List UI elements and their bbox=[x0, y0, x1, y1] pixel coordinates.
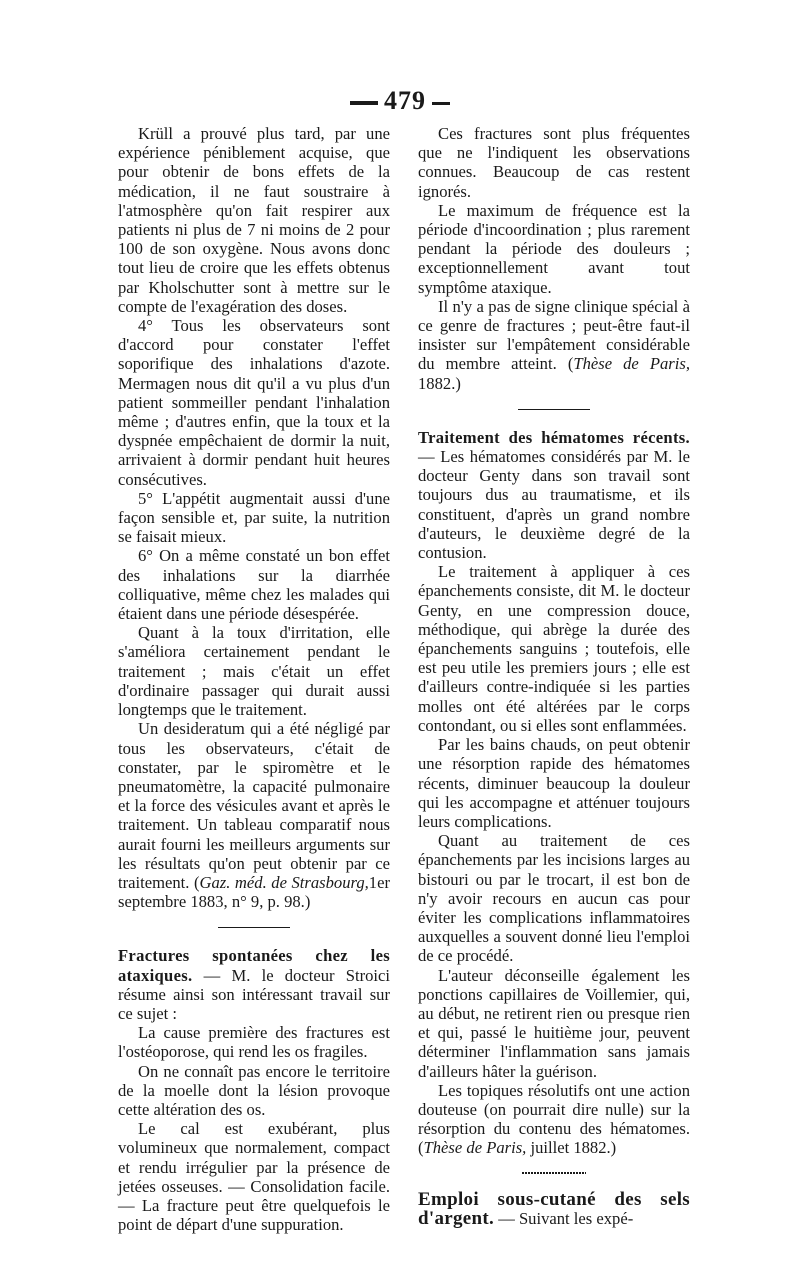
paragraph: Ces fractures sont plus fréquentes que ne l'indiquent les observations connues. Beaucoup de cas restent ignorés. bbox=[418, 124, 690, 201]
section-divider bbox=[522, 1172, 586, 1174]
page-number-dash-left bbox=[350, 101, 378, 105]
paragraph bbox=[118, 719, 390, 911]
paragraph: La cause première des fractures est l'ostéoporose, qui rend les os fragiles. bbox=[118, 1023, 390, 1062]
section-divider bbox=[218, 927, 290, 928]
left-column bbox=[118, 124, 390, 1234]
paragraph-text: Il n'y a pas de signe clinique spécial à ce genre de fractures ; peut-être faut-il insister sur l'empâtement considérable du membre atteint. ( bbox=[418, 296, 690, 374]
section-title: Fractures spontanées chez les ataxiques. bbox=[118, 946, 390, 985]
page-number-dash-right bbox=[432, 102, 450, 105]
section-paragraph bbox=[418, 1190, 690, 1228]
section-title: Emploi sous-cutané des sels d'argent. bbox=[418, 1188, 690, 1229]
paragraph-text: — Suivant les expé- bbox=[494, 1208, 634, 1228]
paragraph-text: 1882.) bbox=[418, 373, 461, 393]
page-number bbox=[0, 86, 800, 116]
paragraph bbox=[418, 297, 690, 393]
section-paragraph bbox=[118, 946, 390, 1023]
paragraph bbox=[418, 1081, 690, 1158]
section-title: Traitement des hématomes récents. bbox=[418, 427, 690, 447]
paragraph: Le cal est exubérant, plus volumineux que normalement, compact et rendu irrégulier par la présence de jetées osseuses. — Consolidation facile. — La fracture peut être quelquefois le point de départ d'une suppuration. bbox=[118, 1119, 390, 1235]
section-paragraph bbox=[418, 428, 690, 562]
paragraph: 4° Tous les observateurs sont d'accord pour constater l'effet soporifique des inhalations d'azote. Mermagen nous dit qu'il a vu plus d'un patient sommeiller pendant l'inhalation même ; d'autres enfin, que la toux et la dyspnée empêchaient de dormir la nuit, arrivaient à dormir pendant huit heures consécutives. bbox=[118, 316, 390, 489]
paragraph: On ne connaît pas encore le territoire de la moelle dont la lésion provoque cette altération des os. bbox=[118, 1061, 390, 1119]
paragraph: 5° L'appétit augmentait aussi d'une façon sensible et, par suite, la nutrition se faisait mieux. bbox=[118, 488, 390, 547]
paragraph-text: — M. le docteur Stroici résume ainsi son intéressant travail sur ce sujet : bbox=[118, 965, 390, 1023]
paragraph-text: — Les hématomes considérés par M. le docteur Genty dans son travail sont toujours dus au traumatisme, et ils constituent, d'après un grand nombre d'auteurs, le deuxième degré de la contusion. bbox=[418, 447, 690, 563]
citation: Thèse de Paris, bbox=[573, 354, 690, 374]
paragraph: Le traitement à appliquer à ces épanchements consiste, dit M. le docteur Genty, en une compression douce, méthodique, qui abrège la durée des épanchements sanguins ; toutefois, elle est peu utile les premiers jours ; elle est d'ailleurs contre-indiquée si les parties molles ont été altérées par le corps contondant, ou si elles sont enflammées. bbox=[418, 562, 690, 735]
paragraph: 6° On a même constaté un bon effet des inhalations sur la diarrhée colliquative, même chez les malades qui étaient dans une période désespérée. bbox=[118, 546, 390, 624]
citation: Thèse de Paris, bbox=[423, 1138, 527, 1158]
section-divider bbox=[518, 409, 590, 410]
right-column bbox=[418, 124, 690, 1228]
paragraph: L'auteur déconseille également les ponctions capillaires de Voillemier, qui, au début, ne retirent rien ou presque rien et qui, passé le huitième jour, peuvent déterminer l'inflammation sans jamais d'ailleurs hâter la guérison. bbox=[418, 965, 690, 1081]
paragraph: Quant à la toux d'irritation, elle s'améliora certainement pendant le traitement ; mais c'était un effet d'ordinaire passager qui durait aussi longtemps que le traitement. bbox=[118, 623, 390, 720]
paragraph: Quant au traitement de ces épanchements par les incisions larges au bistouri ou par le trocart, il est bon de n'y avoir recours en aucun cas pour éviter les complications inflammatoires auxquelles a souvent donné lieu l'emploi de ce procédé. bbox=[418, 831, 690, 966]
paragraph-text: 1er septembre 1883, n° 9, p. 98.) bbox=[118, 872, 390, 912]
paragraph: Le maximum de fréquence est la période d'incoordination ; plus rarement pendant la période des douleurs ; exceptionnellement avant tout symptôme ataxique. bbox=[418, 200, 690, 297]
paragraph-text: juillet 1882.) bbox=[526, 1138, 617, 1158]
page-number-text: 479 bbox=[384, 86, 426, 115]
paragraph-text: Un desideratum qui a été négligé par tous les observateurs, c'était de constater, par le spiromètre et le pneumatomètre, la capacité pulmonaire et la force des vésicules avant et après le traitement. Un tableau comparatif nous aurait fourni les meilleurs arguments sur les résultats qu'on peut obtenir par ce traitement. ( bbox=[118, 719, 390, 892]
paragraph: Par les bains chauds, on peut obtenir une résorption rapide des hématomes récents, diminuer beaucoup la douleur qui les accompagne et atténuer toujours leurs complications. bbox=[418, 735, 690, 831]
citation: Gaz. méd. de Strasbourg, bbox=[199, 872, 369, 892]
paragraph-text: Les topiques résolutifs ont une action douteuse (on pourrait dire nulle) sur la résorption du contenu des hématomes. ( bbox=[418, 1080, 690, 1158]
paragraph: Krüll a prouvé plus tard, par une expérience péniblement acquise, que pour obtenir de bons effets de la médication, il ne faut soustraire à l'atmosphère qu'on fait respirer aux patients ni plus de 7 ni moins de 2 pour 100 de son oxygène. Nous avons donc tout lieu de croire que les effets obtenus par Kholschutter sont à mettre sur le compte de l'exagération des doses. bbox=[118, 124, 390, 316]
